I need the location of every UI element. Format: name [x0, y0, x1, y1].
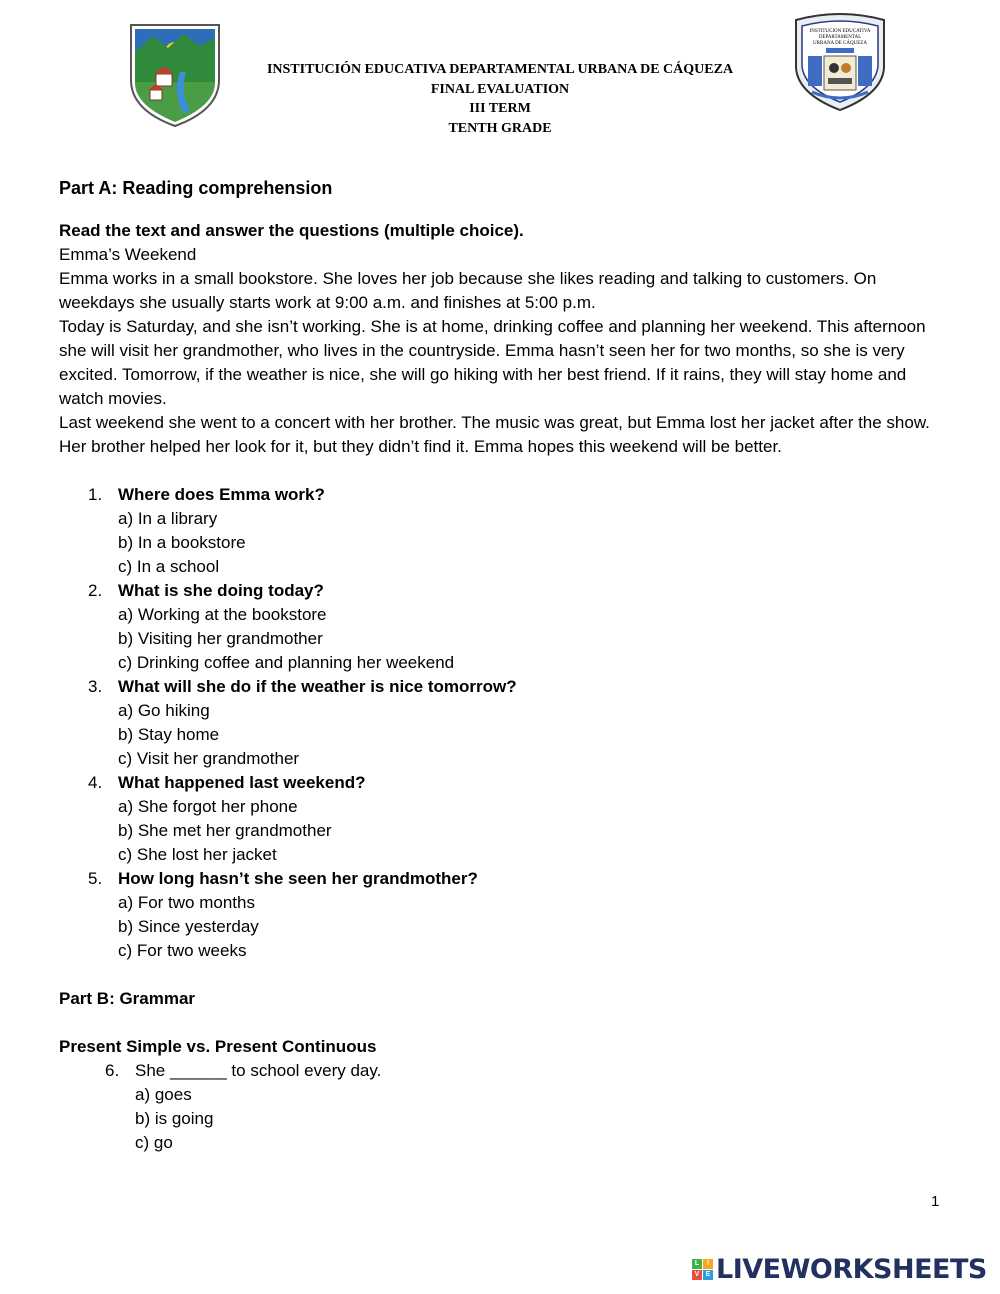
question-item [59, 771, 949, 795]
question-number: 2. [88, 581, 103, 600]
document-header [200, 60, 800, 138]
reading-section [59, 219, 949, 459]
header-grade: TENTH GRADE [448, 120, 552, 136]
crest-text-3: URBANA DE CÁQUEZA [813, 41, 867, 46]
answer-option[interactable]: c) In a school [118, 557, 220, 576]
question-text: Where does Emma work? [118, 485, 325, 504]
question-text: She ______ to school every day. [135, 1061, 382, 1080]
answer-option[interactable]: b) Visiting her grandmother [118, 629, 323, 648]
question-number: 6. [105, 1061, 120, 1080]
answer-option[interactable]: b) Stay home [118, 725, 220, 744]
instruction: Read the text and answer the questions (multiple choice). [59, 221, 524, 240]
answer-option[interactable]: a) Working at the bookstore [118, 605, 327, 624]
answer-option[interactable]: c) Drinking coffee and planning her weekend [118, 653, 455, 672]
header-institution: INSTITUCIÓN EDUCATIVA DEPARTAMENTAL URBANA DE CÁQUEZA [266, 62, 734, 77]
page-number: 1 [931, 1193, 940, 1210]
question-list [59, 483, 949, 963]
answer-option[interactable]: a) In a library [118, 509, 218, 528]
story-paragraph: Emma works in a small bookstore. She loves her job because she likes reading and talking to customers. On weekdays she usually starts work at 9:00 a.m. and finishes at 5:00 p.m. [59, 269, 877, 312]
question-item [59, 579, 949, 603]
question-number: 3. [88, 677, 103, 696]
answer-option[interactable]: a) For two months [118, 893, 255, 912]
school-crest-right [792, 12, 888, 112]
answer-option[interactable]: c) go [135, 1133, 173, 1152]
crest-text-1: INSTITUCION EDUCATIVA [809, 29, 871, 34]
question-number: 4. [88, 773, 103, 792]
question-item [59, 867, 949, 891]
question-item [59, 1059, 949, 1083]
part-b-title: Part B: Grammar [59, 989, 196, 1008]
question-text: What happened last weekend? [118, 773, 366, 792]
answer-option[interactable]: b) Since yesterday [118, 917, 259, 936]
logo-block: L [692, 1259, 702, 1269]
answer-option[interactable]: b) is going [135, 1109, 214, 1128]
question-number: 5. [88, 869, 103, 888]
answer-option[interactable]: a) Go hiking [118, 701, 210, 720]
header-evaluation: FINAL EVALUATION [430, 81, 570, 97]
story-paragraph: Last weekend she went to a concert with her brother. The music was great, but Emma lost her jacket after the show. Her brother helped her look for it, but they didn’t find it. Emma hopes this weekend will be better. [59, 413, 930, 456]
logo-block: I [703, 1259, 713, 1269]
story-paragraph: Today is Saturday, and she isn’t working. She is at home, drinking coffee and planning her weekend. This afternoon she will visit her grandmother, who lives in the countryside. Emma hasn’t seen her for two months, so she is very excited. Tomorrow, if the weather is nice, she will go hiking with her best friend. If it rains, they will stay home and watch movies. [59, 317, 926, 408]
answer-option[interactable]: a) goes [135, 1085, 192, 1104]
crest-text-2: DEPARTAMENTAL [818, 35, 862, 40]
question-text: What is she doing today? [118, 581, 324, 600]
answer-option[interactable]: c) Visit her grandmother [118, 749, 300, 768]
grammar-subtitle: Present Simple vs. Present Continuous [59, 1037, 377, 1056]
logo-block: E [703, 1270, 713, 1280]
part-a-title: Part A: Reading comprehension [59, 178, 333, 198]
question-text: What will she do if the weather is nice tomorrow? [118, 677, 517, 696]
answer-option[interactable]: a) She forgot her phone [118, 797, 298, 816]
answer-option[interactable]: c) She lost her jacket [118, 845, 277, 864]
story-title: Emma’s Weekend [59, 245, 197, 264]
liveworksheets-logo[interactable] [692, 1254, 987, 1285]
questions-section [59, 483, 949, 1155]
header-term: III TERM [469, 101, 531, 116]
question-item [59, 483, 949, 507]
brand-name: LIVEWORKSHEETS [716, 1254, 987, 1285]
answer-option[interactable]: b) She met her grandmother [118, 821, 332, 840]
answer-option[interactable]: b) In a bookstore [118, 533, 246, 552]
logo-block: V [692, 1270, 702, 1280]
question-number: 1. [88, 485, 103, 504]
question-item [59, 675, 949, 699]
question-text: How long hasn’t she seen her grandmother? [118, 869, 478, 888]
answer-option[interactable]: c) For two weeks [118, 941, 247, 960]
logo-blocks-icon [692, 1259, 713, 1280]
